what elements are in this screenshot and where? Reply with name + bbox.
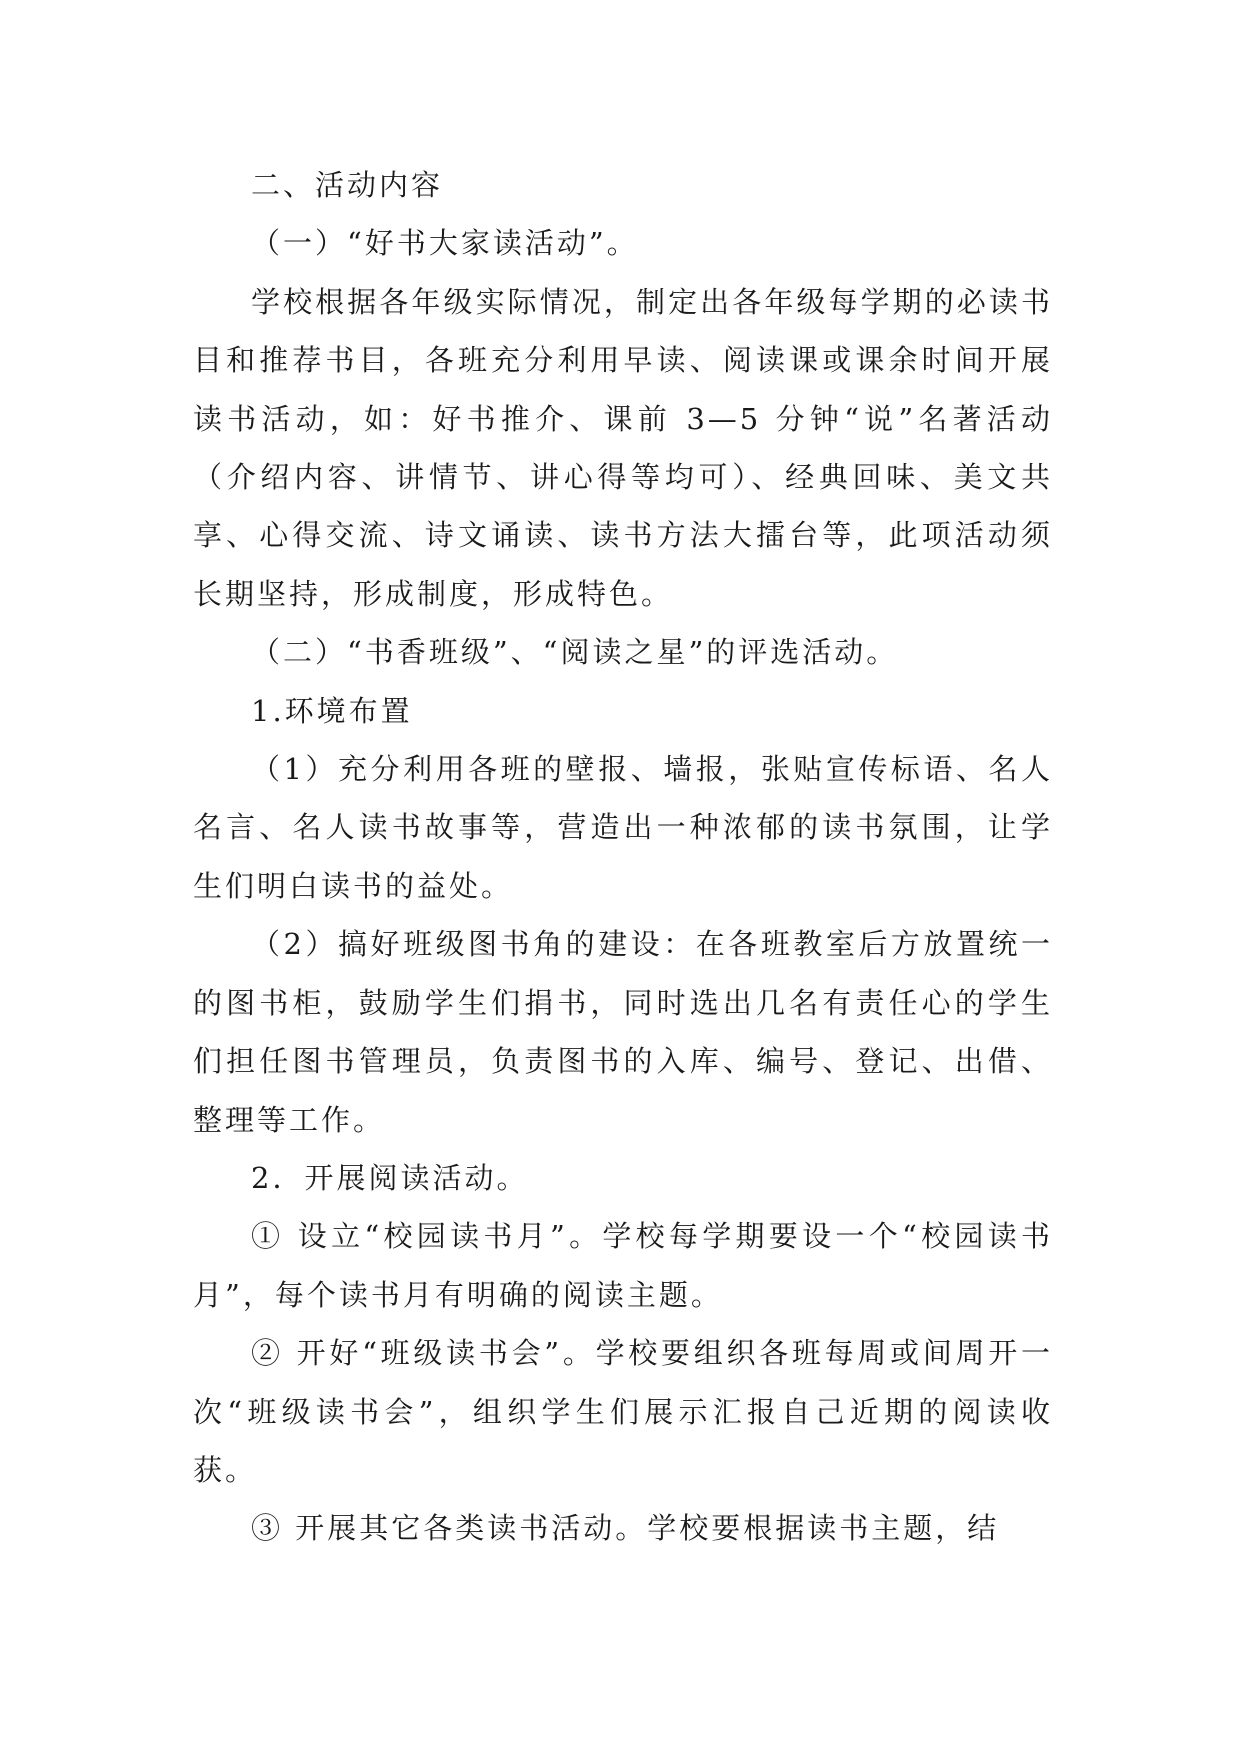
item-heading: 2．开展阅读活动。 — [251, 1160, 529, 1195]
section-heading: 二、活动内容 — [251, 168, 444, 202]
paragraph: （2）搞好班级图书角的建设：在各班教室后方放置统一的图书柜，鼓励学生们捐书，同时选出几名有责任心的学生们担任图书管理员，负责图书的入库、编号、登记、出借、整理等工作。 — [193, 927, 1053, 1137]
paragraph: 学校根据各年级实际情况，制定出各年级每学期的必读书目和推荐书目，各班充分利用早读、阅读课或课余时间开展读书活动，如：好书推介、课前 3—5 分钟“说”名著活动（介绍内容、讲情节、讲心得等均可）、经典回味、美文共享、心得交流、诗文诵读、读书方法大擂台等，此项活动须长期坚持，形成制度，形成特色。 — [193, 284, 1053, 611]
paragraph: （1）充分利用各班的壁报、墙报，张贴宣传标语、名人名言、名人读书故事等，营造出一种浓郁的读书氛围，让学生们明白读书的益处。 — [193, 752, 1053, 903]
document-body — [193, 156, 1053, 1558]
subsection-heading: （二）“书香班级”、“阅读之星”的评选活动。 — [251, 635, 899, 670]
subsection-heading: （一）“好书大家读活动”。 — [251, 226, 639, 261]
list-item: ② 开好“班级读书会”。学校要组织各班每周或间周开一次“班级读书会”，组织学生们展示汇报自己近期的阅读收获。 — [193, 1336, 1053, 1487]
list-item: ③ 开展其它各类读书活动。学校要根据读书主题，结 — [251, 1511, 1000, 1546]
list-item: ① 设立“校园读书月”。学校每学期要设一个“校园读书月”，每个读书月有明确的阅读主题。 — [193, 1219, 1053, 1312]
item-heading: 1.环境布置 — [251, 693, 413, 728]
